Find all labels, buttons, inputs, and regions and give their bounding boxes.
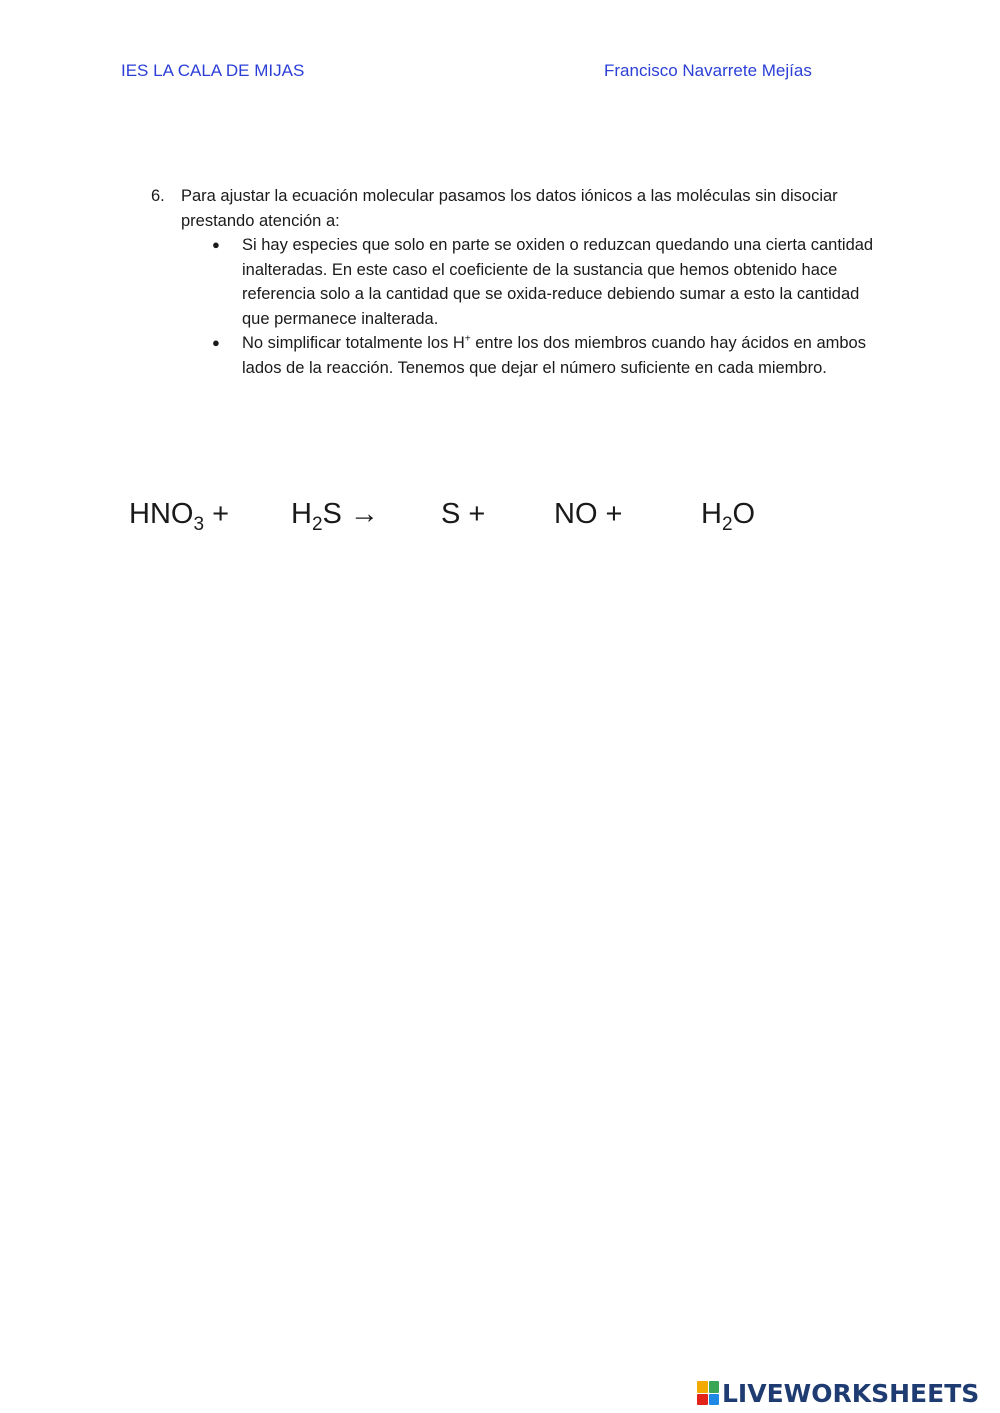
header-author: Francisco Navarrete Mejías — [604, 61, 812, 80]
bullet-list — [151, 233, 881, 380]
term-hno3: $HNO_3$ + — [129, 498, 230, 535]
header-school: IES LA CALA DE MIJAS — [121, 61, 305, 80]
term-h2o: $H_2O$ — [701, 498, 756, 535]
item-number: 6. — [151, 187, 165, 205]
bullet-text-part: entre los dos miembros cuando hay ácidos en ambos lados de la reacción. Tenemos que dejar el número suficiente en cada miembro. — [242, 334, 866, 377]
bullet-item — [212, 233, 881, 331]
bullet-item — [212, 331, 881, 380]
liveworksheets-logo — [697, 1378, 979, 1408]
chemical-equation — [0, 498, 1000, 548]
term-no: NO + — [554, 498, 623, 530]
bullet-icon: ● — [212, 237, 220, 252]
superscript-plus: + — [464, 333, 471, 345]
logo-text: LIVEWORKSHEETS — [722, 1378, 980, 1408]
bullet-text — [242, 331, 881, 380]
item-text: Para ajustar la ecuación molecular pasamos los datos iónicos a las moléculas sin disociar prestando atención a: — [181, 187, 838, 230]
logo-badge-icon — [697, 1381, 719, 1405]
term-h2s: $H_2S$ → — [291, 498, 379, 535]
bullet-icon: ● — [212, 335, 220, 350]
bullet-text: Si hay especies que solo en parte se oxiden o reduzcan quedando una cierta cantidad inalteradas. En este caso el coeficiente de la sustancia que hemos obtenido hace referencia solo a la cantidad que se oxida-reduce debiendo sumar a esto la cantidad que permanece inalterada. — [242, 236, 874, 328]
term-s: S + — [441, 498, 486, 530]
bullet-text-part: No simplificar totalmente los H — [242, 334, 465, 352]
list-item-6 — [151, 184, 881, 380]
